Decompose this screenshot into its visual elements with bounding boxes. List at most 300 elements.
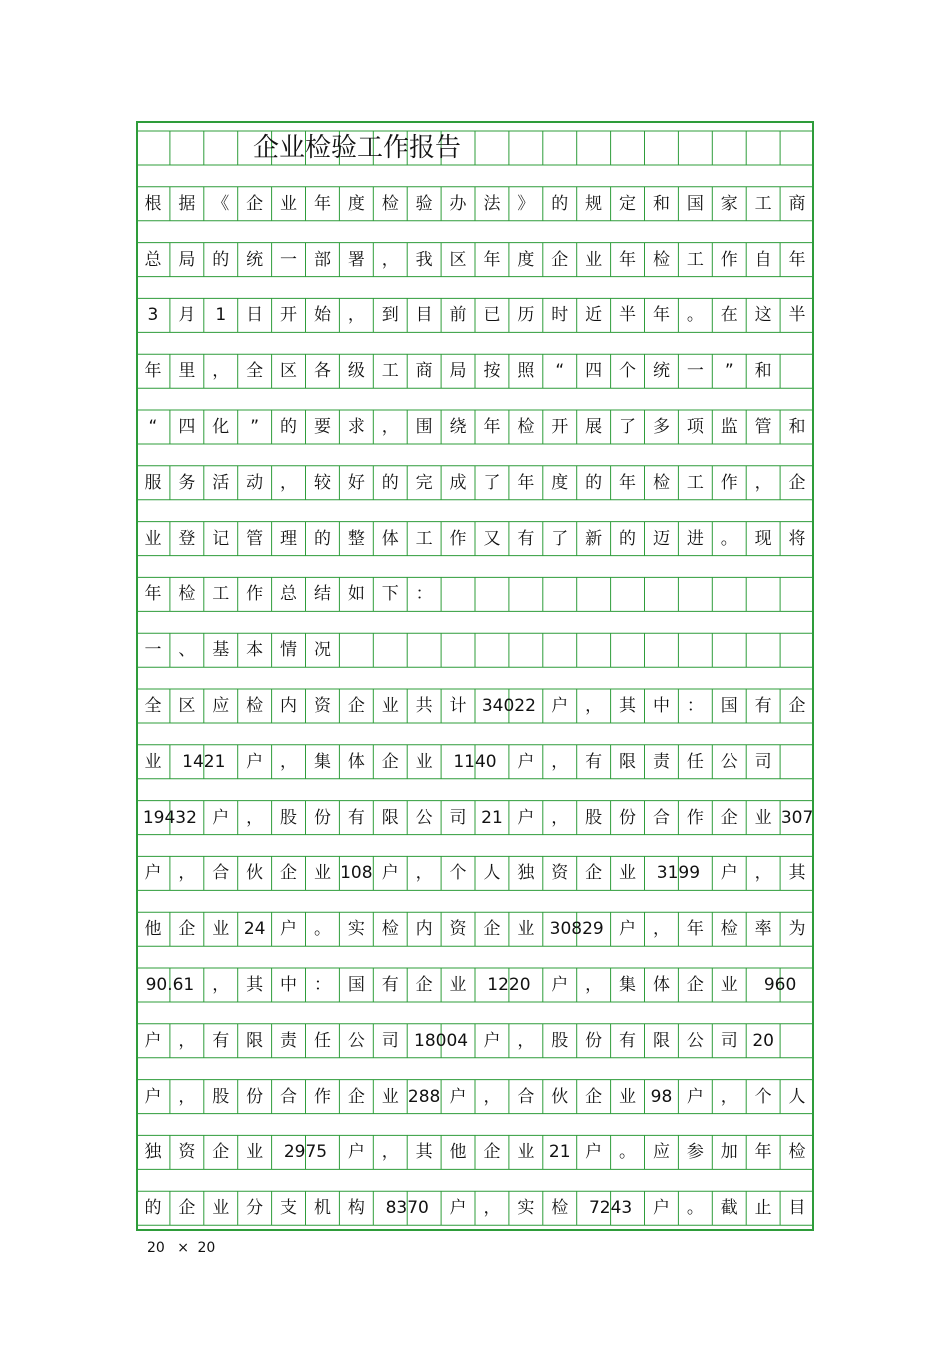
grid-cell-text: 中 [280, 975, 298, 995]
grid-cell-text: 业 [280, 193, 298, 214]
grid-cell-text: 署 [347, 249, 365, 270]
grid-cell-text: 办 [449, 193, 467, 214]
grid-cell-text: 24 [243, 919, 266, 940]
grid-cell-text: 度 [551, 472, 569, 493]
grid-cell-text: 记 [212, 528, 230, 549]
grid-cell-text: 90.61 [145, 975, 195, 995]
grid-cell-text: ： [415, 584, 433, 605]
grid-cell-text: 我 [415, 249, 433, 270]
grid-cell-text: 户 [449, 1086, 467, 1107]
grid-cell-text: 年 [619, 472, 637, 493]
grid-cell-text: 业 [585, 249, 603, 270]
grid-cell-text: 的 [381, 472, 399, 493]
grid-cell-text: 登 [178, 528, 196, 549]
grid-cell-text: 构 [347, 1198, 365, 1219]
grid-cell-text: 参 [686, 1142, 704, 1163]
grid-cell-text: ， [652, 919, 670, 940]
grid-cell-text: 和 [652, 193, 670, 214]
grid-cell-text: 有 [212, 1030, 230, 1051]
grid-cell-text: 支 [280, 1198, 298, 1219]
grid-cell-text: 18004 [414, 1030, 469, 1051]
text-row [136, 689, 814, 723]
grid-cell-text: 国 [347, 975, 365, 995]
grid-cell-text: 2975 [283, 1142, 328, 1163]
grid-cell-text: 监 [720, 417, 738, 437]
grid-cell-text: 四 [178, 417, 196, 437]
grid-cell-text: 960 [763, 975, 797, 995]
grid-cell-text: 围 [415, 417, 433, 437]
grid-cell-text: 内 [415, 919, 433, 940]
grid-cell-text: 到 [381, 305, 399, 326]
grid-cell-text: 的 [313, 528, 331, 549]
grid-cell-text: 1140 [453, 751, 497, 772]
grid-cell-text: 和 [754, 361, 772, 382]
grid-cell-text: 始 [313, 305, 331, 326]
grid-cell-text: 自 [754, 249, 772, 270]
grid-cell-text: 企 [720, 807, 738, 828]
grid-cell-text: 情 [280, 640, 298, 661]
grid-cell-text: 度 [517, 249, 535, 270]
grid-cell-text: 户 [212, 807, 230, 828]
grid-cell-text: ， [178, 863, 196, 884]
text-row [136, 522, 814, 556]
grid-cell-text: 7243 [588, 1198, 633, 1219]
grid-cell-text: 检 [517, 417, 535, 437]
text-row [136, 243, 814, 277]
grid-cell-text: 完 [415, 472, 433, 493]
grid-cell-text: 的 [144, 1198, 162, 1219]
text-row [136, 466, 814, 500]
grid-cell-text: 四 [585, 361, 603, 382]
grid-cell-text: 在 [720, 305, 738, 326]
grid-cell-text: 动 [246, 472, 264, 493]
grid-cell-text: ， [280, 472, 298, 493]
grid-cell-text: ， [381, 1142, 399, 1163]
grid-cell-text: 合 [652, 807, 670, 828]
grid-cell-text: ， [585, 696, 603, 716]
grid-cell-text: 全 [144, 696, 162, 716]
grid-cell-text: 成 [449, 472, 467, 493]
grid-cell-text: 司 [449, 807, 467, 828]
grid-cell-text: 其 [246, 975, 264, 995]
grid-cell-text: 统 [246, 249, 264, 270]
grid-cell-text: 21 [481, 807, 503, 828]
text-row [136, 410, 814, 444]
grid-cell-text: 公 [720, 751, 738, 772]
footer-cols: 20 [147, 1240, 165, 1256]
grid-cell-text: ， [178, 1086, 196, 1107]
grid-cell-text: 商 [415, 361, 433, 382]
grid-cell-text: 共 [415, 696, 433, 716]
grid-cell-text: 的 [619, 528, 637, 549]
grid-cell-text: 止 [754, 1198, 772, 1219]
text-row [136, 745, 814, 779]
text-row [136, 298, 814, 332]
grid-cell-text: 业 [246, 1142, 264, 1163]
grid-cell-text: 国 [686, 193, 704, 214]
grid-cell-text: 总 [144, 249, 162, 270]
grid-cell-text: 户 [652, 1198, 670, 1219]
grid-cell-text: 份 [246, 1086, 264, 1107]
grid-cell-text: ， [585, 975, 603, 995]
grid-cell-text: 独 [144, 1142, 162, 1163]
grid-cell-text: 户 [449, 1198, 467, 1219]
grid-cell-text: 业 [415, 751, 433, 772]
grid-cell-text: 了 [619, 417, 637, 437]
text-row [136, 1080, 814, 1114]
grid-cell-text: 户 [483, 1030, 501, 1051]
text-row [136, 968, 814, 1002]
grid-cell-text: 如 [347, 584, 365, 605]
grid-cell-text: 户 [551, 975, 569, 995]
grid-cell-text: 、 [178, 640, 196, 661]
grid-cell-text: 国 [720, 696, 738, 716]
grid-cell-text: 总 [280, 584, 298, 605]
grid-cell-text: ， [280, 751, 298, 772]
grid-cell-text: 个 [449, 863, 467, 884]
grid-cell-text: 伙 [246, 863, 264, 884]
grid-cell-text: 有 [381, 975, 399, 995]
grid-cell-text: 户 [551, 696, 569, 716]
grid-cell-text: 检 [381, 193, 399, 214]
grid-cell-text: 和 [788, 417, 806, 437]
grid-cell-text: 年 [483, 249, 501, 270]
grid-cell-text: 他 [144, 919, 162, 940]
grid-cell-text: 基 [212, 640, 230, 661]
grid-cell-text: 的 [280, 417, 298, 437]
grid-cell-text: 求 [347, 417, 365, 437]
grid-cell-text: ： [313, 975, 331, 995]
grid-cell-text: 家 [720, 193, 738, 214]
grid-cell-text: 股 [280, 807, 298, 828]
grid-cell-text: 户 [144, 1086, 162, 1107]
grid-cell-text: 有 [585, 751, 603, 772]
grid-cell-text: 近 [585, 305, 603, 326]
grid-cell-text: ， [212, 975, 230, 995]
grid-cell-text: 级 [347, 361, 365, 382]
grid-cell-text: 伙 [551, 1086, 569, 1107]
grid-cell-text: 又 [483, 528, 501, 549]
grid-cell-text: 责 [280, 1030, 298, 1051]
text-row [136, 1191, 814, 1225]
grid-cell-text: 户 [517, 751, 535, 772]
grid-cell-text: 进 [686, 528, 704, 549]
grid-cell-text: 业 [381, 696, 399, 716]
grid-cell-text: ： [686, 696, 704, 716]
grid-cell-text: 份 [619, 807, 637, 828]
grid-cell-text: 体 [347, 751, 365, 772]
grid-cell-text: 业 [754, 807, 772, 828]
grid-cell-text: 检 [178, 584, 196, 605]
grid-cell-text: ， [178, 1030, 196, 1051]
grid-cell-text: 本 [246, 640, 264, 661]
grid-cell-text: 业 [212, 1198, 230, 1219]
grid-cell-text: 验 [415, 193, 433, 214]
grid-cell-text: ， [517, 1030, 535, 1051]
grid-cell-text: 按 [483, 361, 501, 382]
grid-cell-text: 现 [754, 528, 772, 549]
grid-cell-text: 户 [381, 863, 399, 884]
grid-cell-text: ， [415, 863, 433, 884]
grid-cell-text: 有 [517, 528, 535, 549]
grid-cell-text: 时 [551, 305, 569, 326]
grid-cell-text: 照 [517, 361, 535, 382]
grid-cell-text: 企 [178, 1198, 196, 1219]
text-row [136, 1024, 814, 1058]
grid-cell-text: 规 [585, 193, 603, 214]
grid-cell-text: 加 [720, 1142, 738, 1163]
grid-cell-text: 集 [313, 751, 331, 772]
grid-cell-text: 局 [449, 361, 467, 382]
grid-cell-text: 年 [144, 584, 162, 605]
grid-cell-text: 检 [381, 919, 399, 940]
grid-cell-text: 业 [144, 528, 162, 549]
grid-cell-text: 年 [313, 193, 331, 214]
grid-cell-text: 开 [280, 305, 298, 326]
grid-cell-text: 年 [483, 417, 501, 437]
grid-cell-text: 里 [178, 361, 196, 382]
grid-cell-text: 合 [517, 1086, 535, 1107]
grid-cell-text: 实 [347, 919, 365, 940]
grid-cell-text: 企 [788, 472, 806, 493]
grid-cell-text: 资 [449, 919, 467, 940]
grid-cell-text: 工 [381, 361, 399, 382]
grid-cell-text: 企 [585, 863, 603, 884]
grid-cell-text: 体 [652, 975, 670, 995]
grid-cell-text: 检 [551, 1198, 569, 1219]
grid-cell-text: 各 [313, 361, 331, 382]
grid-cell-text: 他 [449, 1142, 467, 1163]
grid-cell-text: 下 [381, 584, 399, 605]
grid-cell-text: 中 [652, 696, 670, 716]
grid-cell-text: 活 [212, 472, 230, 493]
grid-cell-text: 有 [619, 1030, 637, 1051]
grid-cell-text: 》 [517, 193, 535, 214]
grid-cell-text: 管 [754, 417, 772, 437]
grid-cell-text: 实 [517, 1198, 535, 1219]
grid-cell-text: 企 [280, 863, 298, 884]
grid-cell-text: “ [555, 361, 565, 382]
grid-cell-text: 任 [313, 1030, 331, 1051]
grid-cell-text: ， [381, 249, 399, 270]
grid-cell-text: 业 [619, 863, 637, 884]
text-row [136, 354, 814, 388]
grid-cell-text: 户 [517, 807, 535, 828]
grid-cell-text: 资 [178, 1142, 196, 1163]
grid-cell-text: 人 [483, 863, 501, 884]
grid-cell-text: 股 [585, 807, 603, 828]
grid-cell-text: 企 [585, 1086, 603, 1107]
grid-cell-text: 资 [313, 696, 331, 716]
title-text: 企业检验工作报告 [252, 133, 461, 163]
grid-cell-text: 作 [313, 1086, 331, 1107]
grid-cell-text: 有 [754, 696, 772, 716]
grid-cell-text: 3199 [656, 863, 701, 884]
grid-cell-text: 区 [280, 361, 298, 382]
grid-cell-text: 年 [754, 1142, 772, 1163]
document-title [136, 131, 814, 165]
grid-cell-text: 其 [415, 1142, 433, 1163]
grid-cell-text: 户 [144, 1030, 162, 1051]
grid-cell-text: 半 [788, 305, 806, 326]
footer-times: × [177, 1240, 190, 1256]
grid-cell-text: 业 [517, 919, 535, 940]
grid-cell-text: 服 [144, 472, 162, 493]
grid-cell-text: 年 [652, 305, 670, 326]
grid-cell-text: 已 [483, 305, 501, 326]
grid-cell-text: 年 [788, 249, 806, 270]
grid-cell-text: 司 [754, 751, 772, 772]
grid-cell-text: 工 [212, 584, 230, 605]
grid-cell-text: 司 [720, 1030, 738, 1051]
grid-cell-text: 新 [585, 528, 603, 549]
grid-cell-text: 法 [483, 193, 501, 214]
text-row [136, 1135, 814, 1169]
grid-cell-text: 将 [788, 528, 806, 549]
grid-cell-text: 业 [720, 975, 738, 995]
grid-cell-text: 企 [178, 919, 196, 940]
grid-cell-text: 检 [652, 249, 670, 270]
grid-cell-text: ， [212, 361, 230, 382]
grid-cell-text: 检 [652, 472, 670, 493]
grid-cell-text: 工 [754, 193, 772, 214]
grid-cell-text: 企 [483, 919, 501, 940]
grid-cell-text: ， [551, 807, 569, 828]
grid-cell-text: 截 [720, 1198, 738, 1219]
grid-cell-text: 股 [551, 1030, 569, 1051]
grid-cell-text: 限 [246, 1030, 264, 1051]
footer-rows: 20 [197, 1240, 216, 1256]
grid-cell-text: 企 [483, 1142, 501, 1163]
grid-cell-text: 这 [754, 305, 772, 326]
grid-cell-text: 20 [752, 1030, 774, 1051]
grid-cell-text: 部 [313, 249, 331, 270]
grid-cell-text: 个 [619, 361, 637, 382]
grid-cell-text: 3 [147, 305, 159, 326]
grid-cell-text: 作 [686, 807, 704, 828]
grid-cell-text: 19432 [142, 807, 197, 828]
grid-cell-text: 项 [686, 417, 704, 437]
grid-cell-text: 34022 [481, 696, 536, 716]
grid-cell-text: 作 [449, 528, 467, 549]
grid-cell-text: 《 [212, 193, 230, 214]
grid-cell-text: 限 [381, 807, 399, 828]
grid-cell-text: 1220 [487, 975, 531, 995]
grid-cell-text: 司 [381, 1030, 399, 1051]
grid-cell-text: 独 [517, 863, 535, 884]
grid-cell-text: 合 [280, 1086, 298, 1107]
grid-cell-text: 。 [686, 305, 704, 326]
grid-cell-text: 307 [780, 807, 814, 828]
grid-cell-text: 的 [551, 193, 569, 214]
grid-cell-text: ， [754, 863, 772, 884]
grid-cell-text: 展 [585, 417, 603, 437]
grid-cell-text: 据 [178, 193, 196, 214]
grid-cell-text: 月 [178, 305, 196, 326]
grid-cell-text: 1421 [182, 751, 226, 772]
grid-cell-text: 应 [212, 696, 230, 716]
grid-cell-text: 公 [686, 1030, 704, 1051]
grid-cell-text: 要 [313, 417, 331, 437]
grid-cell-text: 作 [246, 584, 264, 605]
grid-cell-text: 历 [517, 305, 535, 326]
grid-cell-text: 个 [754, 1086, 772, 1107]
grid-cell-text: 30829 [549, 919, 604, 940]
grid-cell-text: 内 [280, 696, 298, 716]
grid-cell-text: 分 [246, 1198, 264, 1219]
grid-cell-text: 业 [381, 1086, 399, 1107]
grid-cell-text: ， [347, 305, 365, 326]
grid-cell-text: 有 [347, 807, 365, 828]
grid-cell-text: 98 [650, 1086, 673, 1107]
grid-cell-text: 检 [246, 696, 264, 716]
grid-cell-text: ， [551, 751, 569, 772]
grid-cell-text: 份 [313, 807, 331, 828]
grid-cell-text: 户 [280, 919, 298, 940]
grid-cell-text: 根 [144, 193, 162, 214]
grid-cell-text: 户 [720, 863, 738, 884]
grid-cell-text: 288 [407, 1086, 441, 1107]
text-row [136, 577, 814, 611]
grid-cell-text: 统 [652, 361, 670, 382]
grid-cell-text: 率 [754, 919, 772, 940]
grid-cell-text: 体 [381, 528, 399, 549]
grid-cell-text: 局 [178, 249, 196, 270]
grid-cell-text: 任 [686, 751, 704, 772]
grid-cell-text: 前 [449, 305, 467, 326]
grid-cell-text: 检 [720, 919, 738, 940]
grid-cell-text: 年 [517, 472, 535, 493]
grid-text-layer [136, 121, 814, 1231]
grid-cell-text: 企 [347, 1086, 365, 1107]
grid-cell-text: 户 [686, 1086, 704, 1107]
grid-cell-text: 。 [313, 919, 331, 940]
grid-cell-text: 度 [347, 193, 365, 214]
grid-cell-text: 其 [619, 696, 637, 716]
grid-cell-text: 整 [347, 528, 365, 549]
grid-size-footer [147, 1240, 215, 1256]
grid-cell-text: 户 [347, 1142, 365, 1163]
grid-cell-text: 限 [652, 1030, 670, 1051]
grid-cell-text: 区 [449, 249, 467, 270]
grid-cell-text: 限 [619, 751, 637, 772]
grid-cell-text: ， [483, 1198, 501, 1219]
grid-cell-text: 商 [788, 193, 806, 214]
grid-cell-text: 公 [415, 807, 433, 828]
grid-cell-text: 。 [619, 1142, 637, 1163]
grid-cell-text: 机 [313, 1198, 331, 1219]
grid-cell-text: 的 [585, 472, 603, 493]
grid-cell-text: 资 [551, 863, 569, 884]
grid-cell-text: 作 [720, 249, 738, 270]
grid-cell-text: 户 [144, 863, 162, 884]
grid-cell-text: 作 [720, 472, 738, 493]
grid-cell-text: 业 [212, 919, 230, 940]
grid-cell-text: 1 [215, 305, 227, 326]
grid-cell-text: 企 [686, 975, 704, 995]
grid-cell-text: 管 [246, 528, 264, 549]
grid-cell-text: 一 [144, 640, 162, 661]
grid-cell-text: ， [483, 1086, 501, 1107]
grid-cell-text: ， [754, 472, 772, 493]
grid-cell-text: 年 [619, 249, 637, 270]
grid-cell-text: ， [381, 417, 399, 437]
grid-cell-text: 应 [652, 1142, 670, 1163]
grid-cell-text: 绕 [449, 417, 467, 437]
grid-cell-text: 股 [212, 1086, 230, 1107]
grid-cell-text: ， [246, 807, 264, 828]
grid-cell-text: 多 [652, 417, 670, 437]
